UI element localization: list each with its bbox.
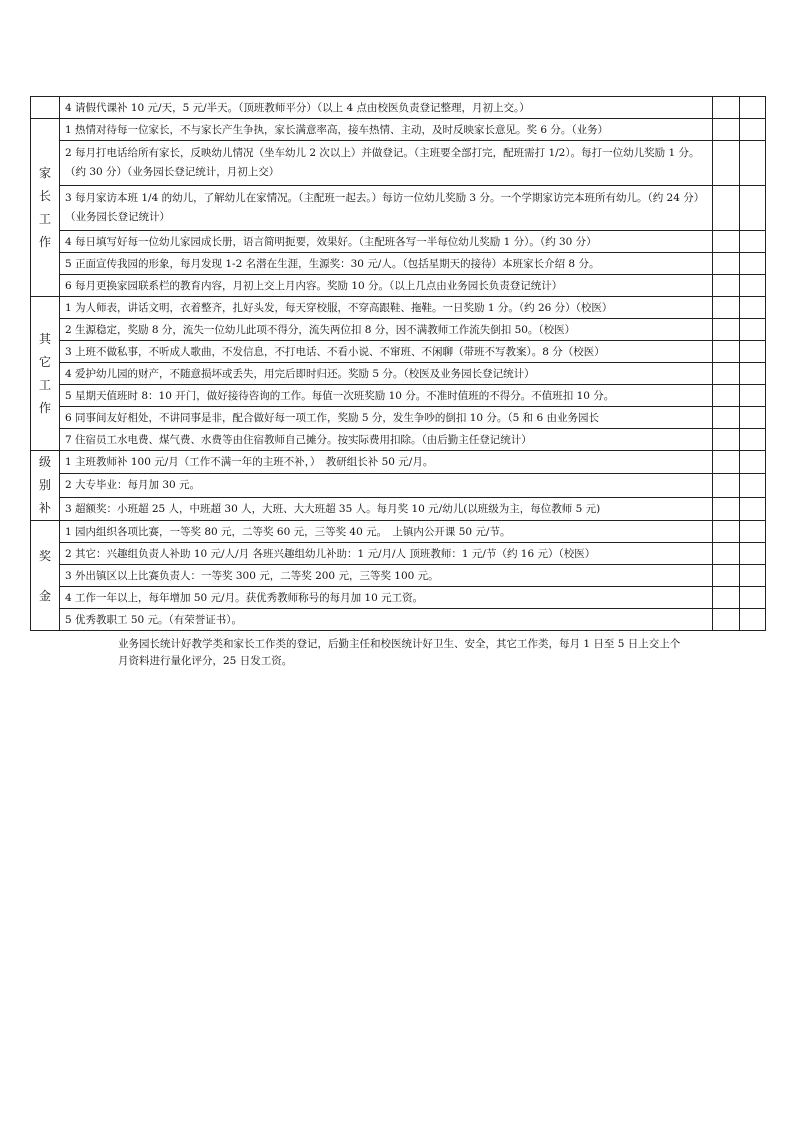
row-text: 7 住宿员工水电费、煤气费、水费等由住宿教师自己摊分。按实际费用扣除。（由后勤主任登记统计） — [60, 429, 713, 451]
table-row — [31, 297, 766, 319]
table-row — [31, 319, 766, 341]
table-row — [31, 587, 766, 609]
footer-note: 业务园长统计好教学类和家长工作类的登记，后勤主任和校医统计好卫生、安全，其它工作类，每月 1 日至 5 日上交上个月资料进行量化评分，25 日发工资。 — [118, 638, 681, 667]
row-text: 3 上班不做私事，不听成人歌曲，不发信息，不打电话、不看小说、不窜班、不闲聊（带班不写教案）。8 分（校医） — [60, 341, 713, 363]
category-label-parents: 家长工作 — [39, 165, 52, 249]
table-row — [31, 609, 766, 631]
evaluation-table — [30, 96, 766, 631]
score-cell — [740, 543, 766, 565]
score-cell — [740, 141, 766, 186]
table-row — [31, 429, 766, 451]
row-text: 5 正面宣传我园的形象，每月发现 1-2 名潜在生涯，生源奖：30 元/人。（包括星期天的接待）本班家长介绍 8 分。 — [60, 253, 713, 275]
score-cell — [713, 141, 740, 186]
score-cell — [740, 275, 766, 297]
row-text: 2 生源稳定，奖励 8 分，流失一位幼儿此项不得分，流失两位扣 8 分，因不满教师工作流失倒扣 50。（校医） — [60, 319, 713, 341]
table-row — [31, 275, 766, 297]
row-text: 6 同事间友好相处，不讲同事是非，配合做好每一项工作，奖励 5 分，发生争吵的倒扣 10 分。（5 和 6 由业务园长 — [60, 407, 713, 429]
score-cell — [713, 297, 740, 319]
score-cell — [713, 186, 740, 231]
row-text: 1 主班教师补 100 元/月（工作不满一年的主班不补，） 教研组长补 50 元/月。 — [60, 451, 713, 474]
category-label-award: 奖金 — [39, 548, 52, 603]
score-cell — [713, 341, 740, 363]
table-row — [31, 231, 766, 253]
table-row — [31, 363, 766, 385]
category-cell-parents — [31, 119, 60, 297]
row-text: 2 每月打电话给所有家长，反映幼儿情况（坐车幼儿 2 次以上）并做登记。（主班要全部打完，配班需打 1/2）。每打一位幼儿奖励 1 分。（约 30 分）（业务园长登记统计，月初上交） — [60, 141, 713, 186]
score-cell — [740, 407, 766, 429]
row-text: 6 每月更换家园联系栏的教育内容，月初上交上月内容。奖励 10 分。（以上几点由业务园长负责登记统计） — [60, 275, 713, 297]
table-row — [31, 253, 766, 275]
score-cell — [740, 186, 766, 231]
table-row — [31, 186, 766, 231]
score-cell — [713, 587, 740, 609]
score-cell — [713, 497, 740, 520]
score-cell — [740, 429, 766, 451]
row-text: 3 超额奖：小班超 25 人，中班超 30 人，大班、大大班超 35 人。每月奖 10 元/幼儿(以班级为主，每位教师 5 元) — [60, 497, 713, 520]
table-row — [31, 407, 766, 429]
score-cell — [740, 253, 766, 275]
score-cell — [713, 451, 740, 474]
category-cell-award — [31, 521, 60, 631]
score-cell — [713, 521, 740, 543]
table-row — [31, 543, 766, 565]
score-cell — [740, 97, 766, 119]
score-cell — [740, 231, 766, 253]
category-cell-other — [31, 297, 60, 451]
score-cell — [713, 407, 740, 429]
score-cell — [740, 474, 766, 497]
row-text: 5 优秀教职工 50 元。（有荣誉证书）。 — [60, 609, 713, 631]
score-cell — [740, 341, 766, 363]
score-cell — [713, 385, 740, 407]
score-cell — [740, 385, 766, 407]
row-text: 2 大专毕业：每月加 30 元。 — [60, 474, 713, 497]
row-text: 4 请假代课补 10 元/天，5 元/半天。（顶班教师平分）（以上 4 点由校医负责登记整理，月初上交。） — [60, 97, 713, 119]
score-cell — [740, 521, 766, 543]
score-cell — [740, 497, 766, 520]
score-cell — [713, 319, 740, 341]
table-row — [31, 341, 766, 363]
score-cell — [713, 119, 740, 141]
score-cell — [740, 119, 766, 141]
score-cell — [740, 565, 766, 587]
table-row — [31, 565, 766, 587]
table-row — [31, 119, 766, 141]
score-cell — [713, 363, 740, 385]
score-cell — [713, 231, 740, 253]
score-cell — [740, 587, 766, 609]
category-label-level: 级别补 — [39, 455, 52, 515]
table-row — [31, 451, 766, 474]
row-text: 5 星期天值班时 8：10 开门，做好接待咨询的工作。每值一次班奖励 10 分。不准时值班的不得分。不值班扣 10 分。 — [60, 385, 713, 407]
score-cell — [713, 429, 740, 451]
score-cell — [740, 609, 766, 631]
table-row — [31, 497, 766, 520]
score-cell — [713, 474, 740, 497]
score-cell — [713, 565, 740, 587]
category-label-other: 其它工作 — [39, 331, 52, 415]
row-text: 3 每月家访本班 1/4 的幼儿，了解幼儿在家情况。（主配班一起去。）每访一位幼儿奖励 3 分。一个学期家访完本班所有幼儿。（约 24 分）（业务园长登记统计） — [60, 186, 713, 231]
category-cell-teaching — [31, 97, 60, 119]
table-row — [31, 141, 766, 186]
row-text: 3 外出镇区以上比赛负责人：一等奖 300 元，二等奖 200 元，三等奖 100 元。 — [60, 565, 713, 587]
score-cell — [713, 97, 740, 119]
score-cell — [740, 297, 766, 319]
row-text: 1 为人师表，讲话文明，衣着整齐，扎好头发，每天穿校服，不穿高跟鞋、拖鞋。一日奖励 1 分。（约 26 分）（校医） — [60, 297, 713, 319]
table-row — [31, 385, 766, 407]
category-cell-level — [31, 451, 60, 521]
row-text: 4 工作一年以上，每年增加 50 元/月。获优秀教师称号的每月加 10 元工资。 — [60, 587, 713, 609]
row-text: 4 每日填写好每一位幼儿家园成长册，语言简明扼要，效果好。（主配班各写一半每位幼儿奖励 1 分）。（约 30 分） — [60, 231, 713, 253]
row-text: 2 其它：兴趣组负责人补助 10 元/人/月 各班兴趣组幼儿补助：1 元/月/人 顶班教师：1 元/节（约 16 元）（校医） — [60, 543, 713, 565]
table-row — [31, 521, 766, 543]
score-cell — [740, 451, 766, 474]
score-cell — [713, 609, 740, 631]
row-text: 1 园内组织各项比赛，一等奖 80 元，二等奖 60 元，三等奖 40 元。 上镇内公开课 50 元/节。 — [60, 521, 713, 543]
table-row — [31, 97, 766, 119]
score-cell — [740, 363, 766, 385]
table-row — [31, 474, 766, 497]
score-cell — [713, 543, 740, 565]
score-cell — [740, 319, 766, 341]
row-text: 4 爱护幼儿园的财产，不随意损坏或丢失，用完后即时归还。奖励 5 分。（校医及业务园长登记统计） — [60, 363, 713, 385]
score-cell — [713, 253, 740, 275]
score-cell — [713, 275, 740, 297]
row-text: 1 热情对待每一位家长，不与家长产生争执，家长满意率高，接车热情、主动，及时反映家长意见。奖 6 分。（业务） — [60, 119, 713, 141]
